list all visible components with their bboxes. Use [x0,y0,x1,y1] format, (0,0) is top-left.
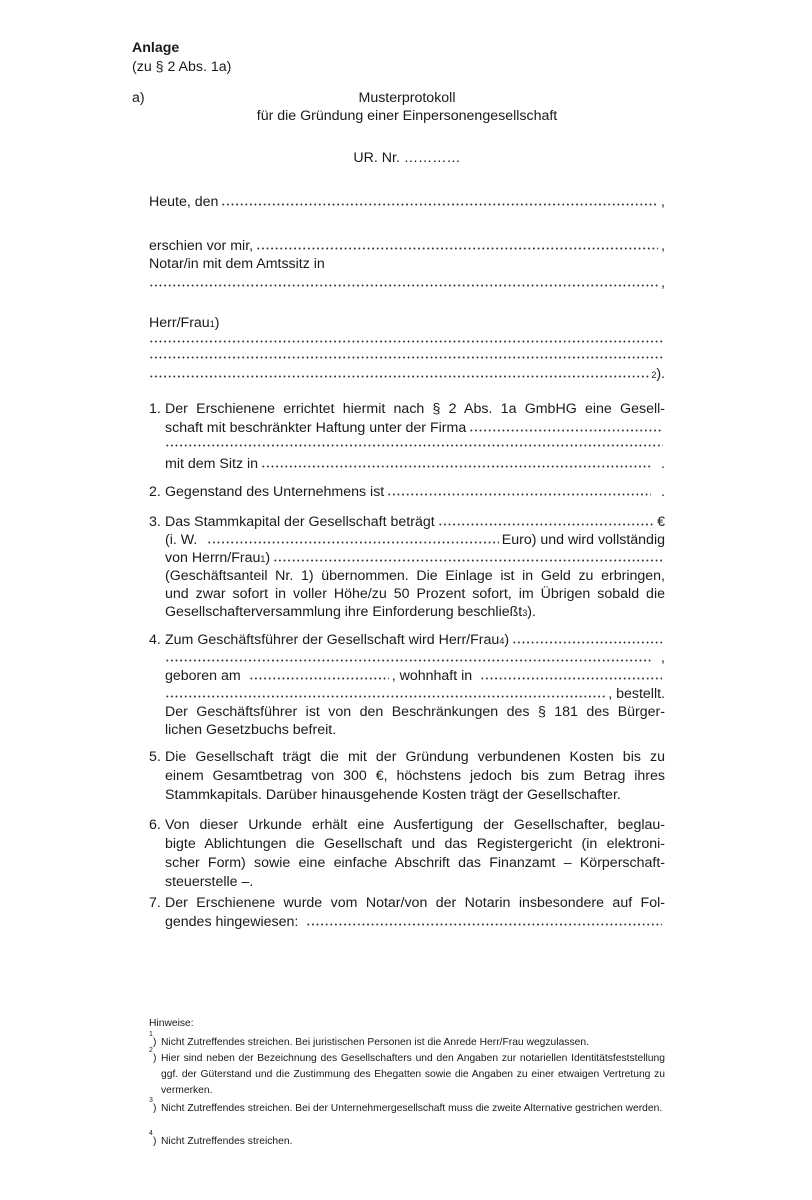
item-3-capital-line [165,513,665,531]
footnote-1: 1 ) Nicht Zutreffendes streichen. Bei juristischen Personen ist die Anrede Herr/Frau wegzulassen. [149,1035,665,1051]
footnote-4: 4 ) Nicht Zutreffendes streichen. [149,1134,665,1150]
item-4-birth-line [165,667,665,685]
item-2-line [165,483,665,501]
item-1-firm-line [165,419,665,437]
item-3-words-line [165,531,665,549]
paren: ). [656,366,665,382]
comma: , [661,650,665,666]
item-number: 7. [149,895,161,911]
words-text: Euro) und wird vollständig [501,532,665,548]
birth-blank [249,670,389,680]
item-5-text: Stammkapitals. Darüber hinausgehende Kosten trägt der Gesellschafter. [165,787,621,803]
document-subtitle: für die Gründung einer Einpersonengesellschaft [256,108,558,124]
item-6-text: bigte Ablichtungen die Gesellschaft und das Registergericht (in elektroni- [165,836,665,852]
footnote-text: Nicht Zutreffendes streichen. Bei der Unternehmergesellschaft muss die zweite Alternative gestrichen werden. [161,1103,663,1114]
notice-blank [306,916,662,926]
item-7-text: Der Erschienene wurde vom Notar/von der Notarin insbesondere auf Fol- [165,895,665,911]
item-4-appointed-line [165,685,665,703]
paren: ) [153,1136,157,1147]
person-label: Herr/Frau 1 ) [149,315,220,331]
appeared-line [149,237,665,255]
item-number: 3. [149,514,161,530]
director-label: Zum Geschäftsführer der Gesellschaft wird Herr/Frau [165,632,500,648]
notary-name-blank [256,240,658,250]
item-3-text: und zwar sofort in voller Höhe/zu 50 Prozent sofort, im Übrigen sobald die [165,586,665,602]
paren: ) [153,1037,157,1048]
item-5-text: Die Gesellschaft trägt die mit der Gründung verbundenen Kosten bis zu [165,749,665,765]
paren: ). [527,604,536,620]
notary-seat-blank [149,277,659,287]
notary-seat-text: Notar/in mit dem Amtssitz in [149,256,325,272]
subscriber-label: von Herrn/Frau [165,550,261,566]
capital-blank [438,516,654,526]
residence-label: , wohnhaft in [391,668,473,684]
seat-blank [261,458,651,468]
seat-label: mit dem Sitz in [165,456,259,472]
blank [165,688,606,698]
blank [149,349,663,359]
item-6-text: scher Form) sowie eine einfache Abschrift das Finanzamt – Körperschaft- [165,855,665,871]
paren: ) [153,1103,157,1114]
deed-number: UR. Nr. ………… [353,150,461,166]
firm-label: schaft mit beschränkter Haftung unter der Firma [165,420,467,436]
footnote-text: Hier sind neben der Bezeichnung des Gesellschafters und den Angaben zur notariellen Identitätsfeststellung ggf. der Güterstand und die Zustimmung des Ehegatten sowie die Angaben zu einer etwaigen Vertretung zu vermerken. [161,1053,665,1096]
comma: , [661,194,665,210]
item-4-blank [165,649,665,667]
director-blank [512,634,662,644]
item-4-text: Der Geschäftsführer ist von den Beschränkungen des § 181 des Bürger- [165,704,665,720]
footnote-text: Nicht Zutreffendes streichen. [161,1136,293,1147]
item-4-director-line: Zum Geschäftsführer der Gesellschaft wird Herr/Frau 4 ) [165,631,665,649]
item-6-text: steuerstelle –. [165,874,254,890]
blank [165,437,663,447]
item-3-text: (Geschäftsanteil Nr. 1) übernommen. Die Einlage ist in Geld zu erbringen, [165,568,665,584]
item-1-blank [165,437,665,447]
item-number: 1. [149,401,161,417]
purpose-label: Gegenstand des Unternehmens ist [165,484,385,500]
item-number: 4. [149,632,161,648]
appeared-label: erschien vor mir, [149,238,254,254]
notary-seat-label [149,255,665,273]
comma: , [661,275,665,291]
appointed-text: , bestellt. [608,686,665,702]
person-blank-3: 2 ). [149,365,665,383]
item-6-text: Von dieser Urkunde erhält eine Ausfertigung der Gesellschafter, beglau- [165,817,665,833]
paren: ) [265,550,271,566]
footnote-2: 2 ) Hier sind neben der Bezeichnung des Gesellschafters und den Angaben zur notariellen Identitätsfeststellung ggf. der Güterstand und die Zustimmung des Ehegatten sowie die Angaben zu einer etwaigen Vertretung zu vermerken. [149,1051,665,1099]
period: . [661,484,665,500]
item-5-text: einem Gesamtbetrag von 300 €, höchstens jedoch bis zum Betrag ihres [165,768,665,784]
paren: ) [153,1053,157,1064]
annex-title: Anlage [132,40,180,56]
item-number: 6. [149,817,161,833]
item-3-subscriber-line: von Herrn/Frau 1 ) [165,549,665,567]
person-blank-1 [149,333,665,343]
item-3-text: Gesellschafterversammlung ihre Einforderung beschließt [165,604,523,620]
paren: ) [214,315,220,331]
residence-blank [480,670,662,680]
notice-label: gendes hingewiesen: [165,914,299,930]
date-blank [221,196,658,206]
birth-label: geboren am [165,668,241,684]
item-7-line [165,913,665,931]
notary-seat-line [149,274,665,292]
paren: ) [504,632,510,648]
words-blank [207,534,498,544]
purpose-blank [387,486,651,496]
item-3-text-end: Gesellschafterversammlung ihre Einforderung beschließt 3 ). [165,604,536,620]
currency: € [657,514,665,530]
document-title: Musterprotokoll [358,90,456,106]
person-blank-2 [149,349,665,359]
footnote-3: 3 ) Nicht Zutreffendes streichen. Bei der Unternehmergesellschaft muss die zweite Alternative gestrichen werden. [149,1101,665,1117]
date-label: Heute, den [149,194,219,210]
blank [165,652,651,662]
subscriber-blank [273,552,662,562]
item-1-text: Der Erschienene errichtet hiermit nach § 2 Abs. 1a GmbHG eine Gesell- [165,401,665,417]
person-text: Herr/Frau [149,315,210,331]
section-marker: a) [132,90,145,106]
item-1-seat-line [165,455,665,473]
item-4-text: lichen Gesetzbuchs befreit. [165,722,337,738]
comma: , [661,238,665,254]
date-line [149,193,665,211]
firm-blank [469,422,662,432]
footnote-text: Nicht Zutreffendes streichen. Bei juristischen Personen ist die Anrede Herr/Frau wegzulassen. [161,1037,589,1048]
annex-reference: (zu § 2 Abs. 1a) [132,59,232,75]
capital-label: Das Stammkapital der Gesellschaft beträgt [165,514,435,530]
period: . [661,456,665,472]
blank [149,333,663,343]
blank [149,368,649,378]
words-label: (i. W. [165,532,198,548]
item-number: 2. [149,484,161,500]
notes-heading: Hinweise: [149,1018,194,1029]
item-number: 5. [149,749,161,765]
